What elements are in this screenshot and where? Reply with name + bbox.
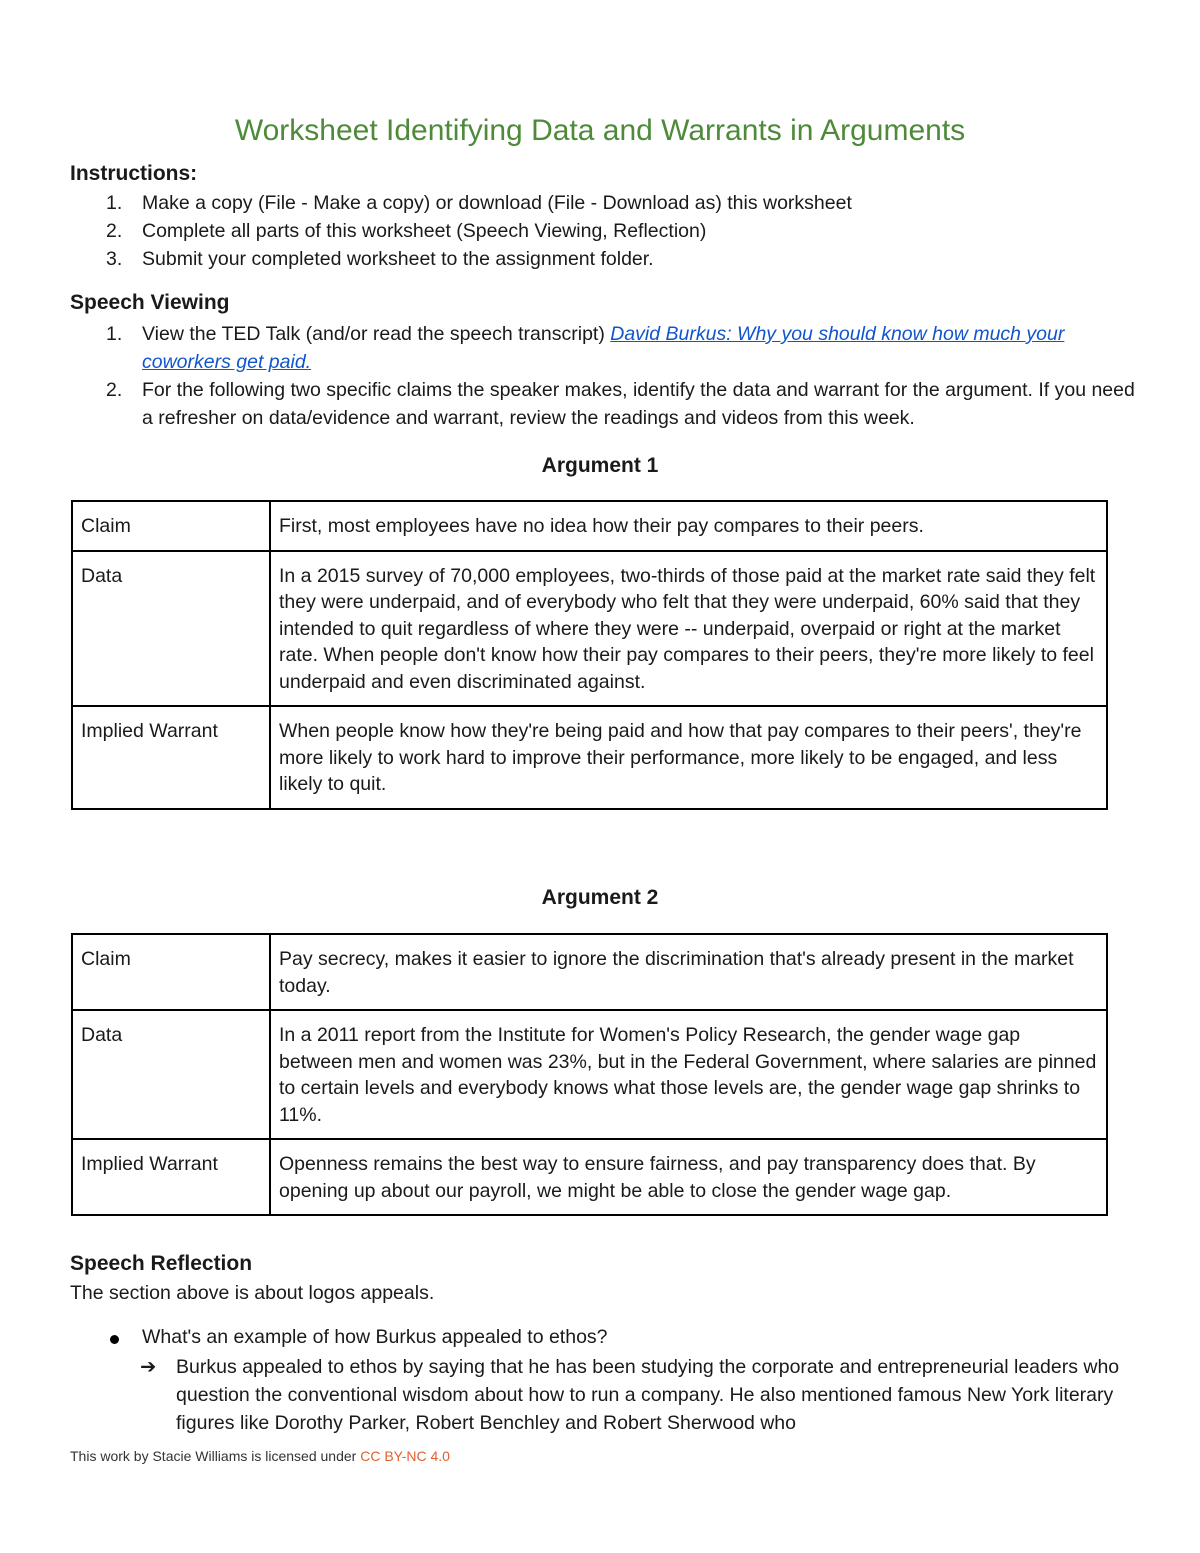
list-item: 3. Submit your completed worksheet to the assignment folder. (106, 248, 654, 270)
row-text: First, most employees have no idea how their pay compares to their peers. (270, 501, 1107, 551)
argument-2-table (71, 933, 1108, 1216)
table-row (72, 1010, 1107, 1139)
table-row (72, 501, 1107, 551)
row-text: Openness remains the best way to ensure fairness, and pay transparency does that. By opening up about our payroll, we might be able to close the gender wage gap. (270, 1139, 1107, 1215)
row-label: Data (72, 1010, 270, 1139)
speech-viewing-heading: Speech Viewing (70, 291, 230, 314)
row-label: Implied Warrant (72, 706, 270, 809)
table-row (72, 706, 1107, 809)
table-row (72, 934, 1107, 1010)
arrow-icon: ➔ (140, 1356, 157, 1378)
question-text: What's an example of how Burkus appealed to ethos? (142, 1326, 608, 1348)
page-title: Worksheet Identifying Data and Warrants in Arguments (234, 114, 966, 147)
speech-reflection-heading: Speech Reflection (70, 1252, 253, 1275)
row-label: Claim (72, 934, 270, 1010)
row-label: Claim (72, 501, 270, 551)
row-text: When people know how they're being paid and how that pay compares to their peers', they're more likely to work hard to improve their performance, more likely to be engaged, and less likely to quit. (270, 706, 1107, 809)
row-label: Implied Warrant (72, 1139, 270, 1215)
reflection-answer (140, 1353, 1130, 1437)
license-link[interactable]: CC BY-NC 4.0 (360, 1448, 450, 1464)
list-item: 2. For the following two specific claims the speaker makes, identify the data and warrant for the argument. If you need a refresher on data/evidence and warrant, review the readings and videos from this week. (106, 379, 1135, 429)
argument-1-table (71, 500, 1108, 810)
row-text: Pay secrecy, makes it easier to ignore the discrimination that's already present in the market today. (270, 934, 1107, 1010)
license-footer (70, 1448, 450, 1464)
row-text: In a 2015 survey of 70,000 employees, two-thirds of those paid at the market rate said they felt they were underpaid, and of everybody who felt that they were underpaid, 60% said that they intended to quit regardless of where they were -- underpaid, overpaid or right at the market rate. When people don't know how their pay compares to their peers, they're more likely to feel underpaid and even discriminated against. (270, 551, 1107, 707)
list-item: 1. Make a copy (File - Make a copy) or download (File - Download as) this worksheet (106, 192, 852, 214)
list-item: 1. View the TED Talk (and/or read the speech transcript) David Burkus: Why you should know how much your coworkers get paid. (106, 323, 1065, 373)
answer-text: Burkus appealed to ethos by saying that he has been studying the corporate and entrepreneurial leaders who question the conventional wisdom about how to run a company. He also mentioned famous New York literary figures like Dorothy Parker, Robert Benchley and Robert Sherwood who (176, 1356, 1120, 1434)
row-text: In a 2011 report from the Institute for Women's Policy Research, the gender wage gap between men and women was 23%, but in the Federal Government, where salaries are pinned to certain levels and everybody knows what those levels are, the gender wage gap shrinks to 11%. (270, 1010, 1107, 1139)
ted-talk-link[interactable]: David Burkus: Why you should know how much your coworkers get paid. (142, 323, 1065, 373)
table-row (72, 1139, 1107, 1215)
argument-2-title: Argument 2 (541, 886, 659, 909)
argument-1-title: Argument 1 (541, 454, 659, 477)
instructions-list (70, 189, 1140, 273)
bullet-icon (110, 1335, 119, 1344)
table-row (72, 551, 1107, 707)
instructions-heading: Instructions: (70, 162, 198, 185)
row-label: Data (72, 551, 270, 707)
list-item: 2. Complete all parts of this worksheet (Speech Viewing, Reflection) (106, 220, 707, 242)
footer-text: This work by Stacie Williams is licensed under (70, 1448, 361, 1464)
speech-viewing-list (70, 320, 1140, 432)
reflection-intro: The section above is about logos appeals. (70, 1282, 435, 1304)
